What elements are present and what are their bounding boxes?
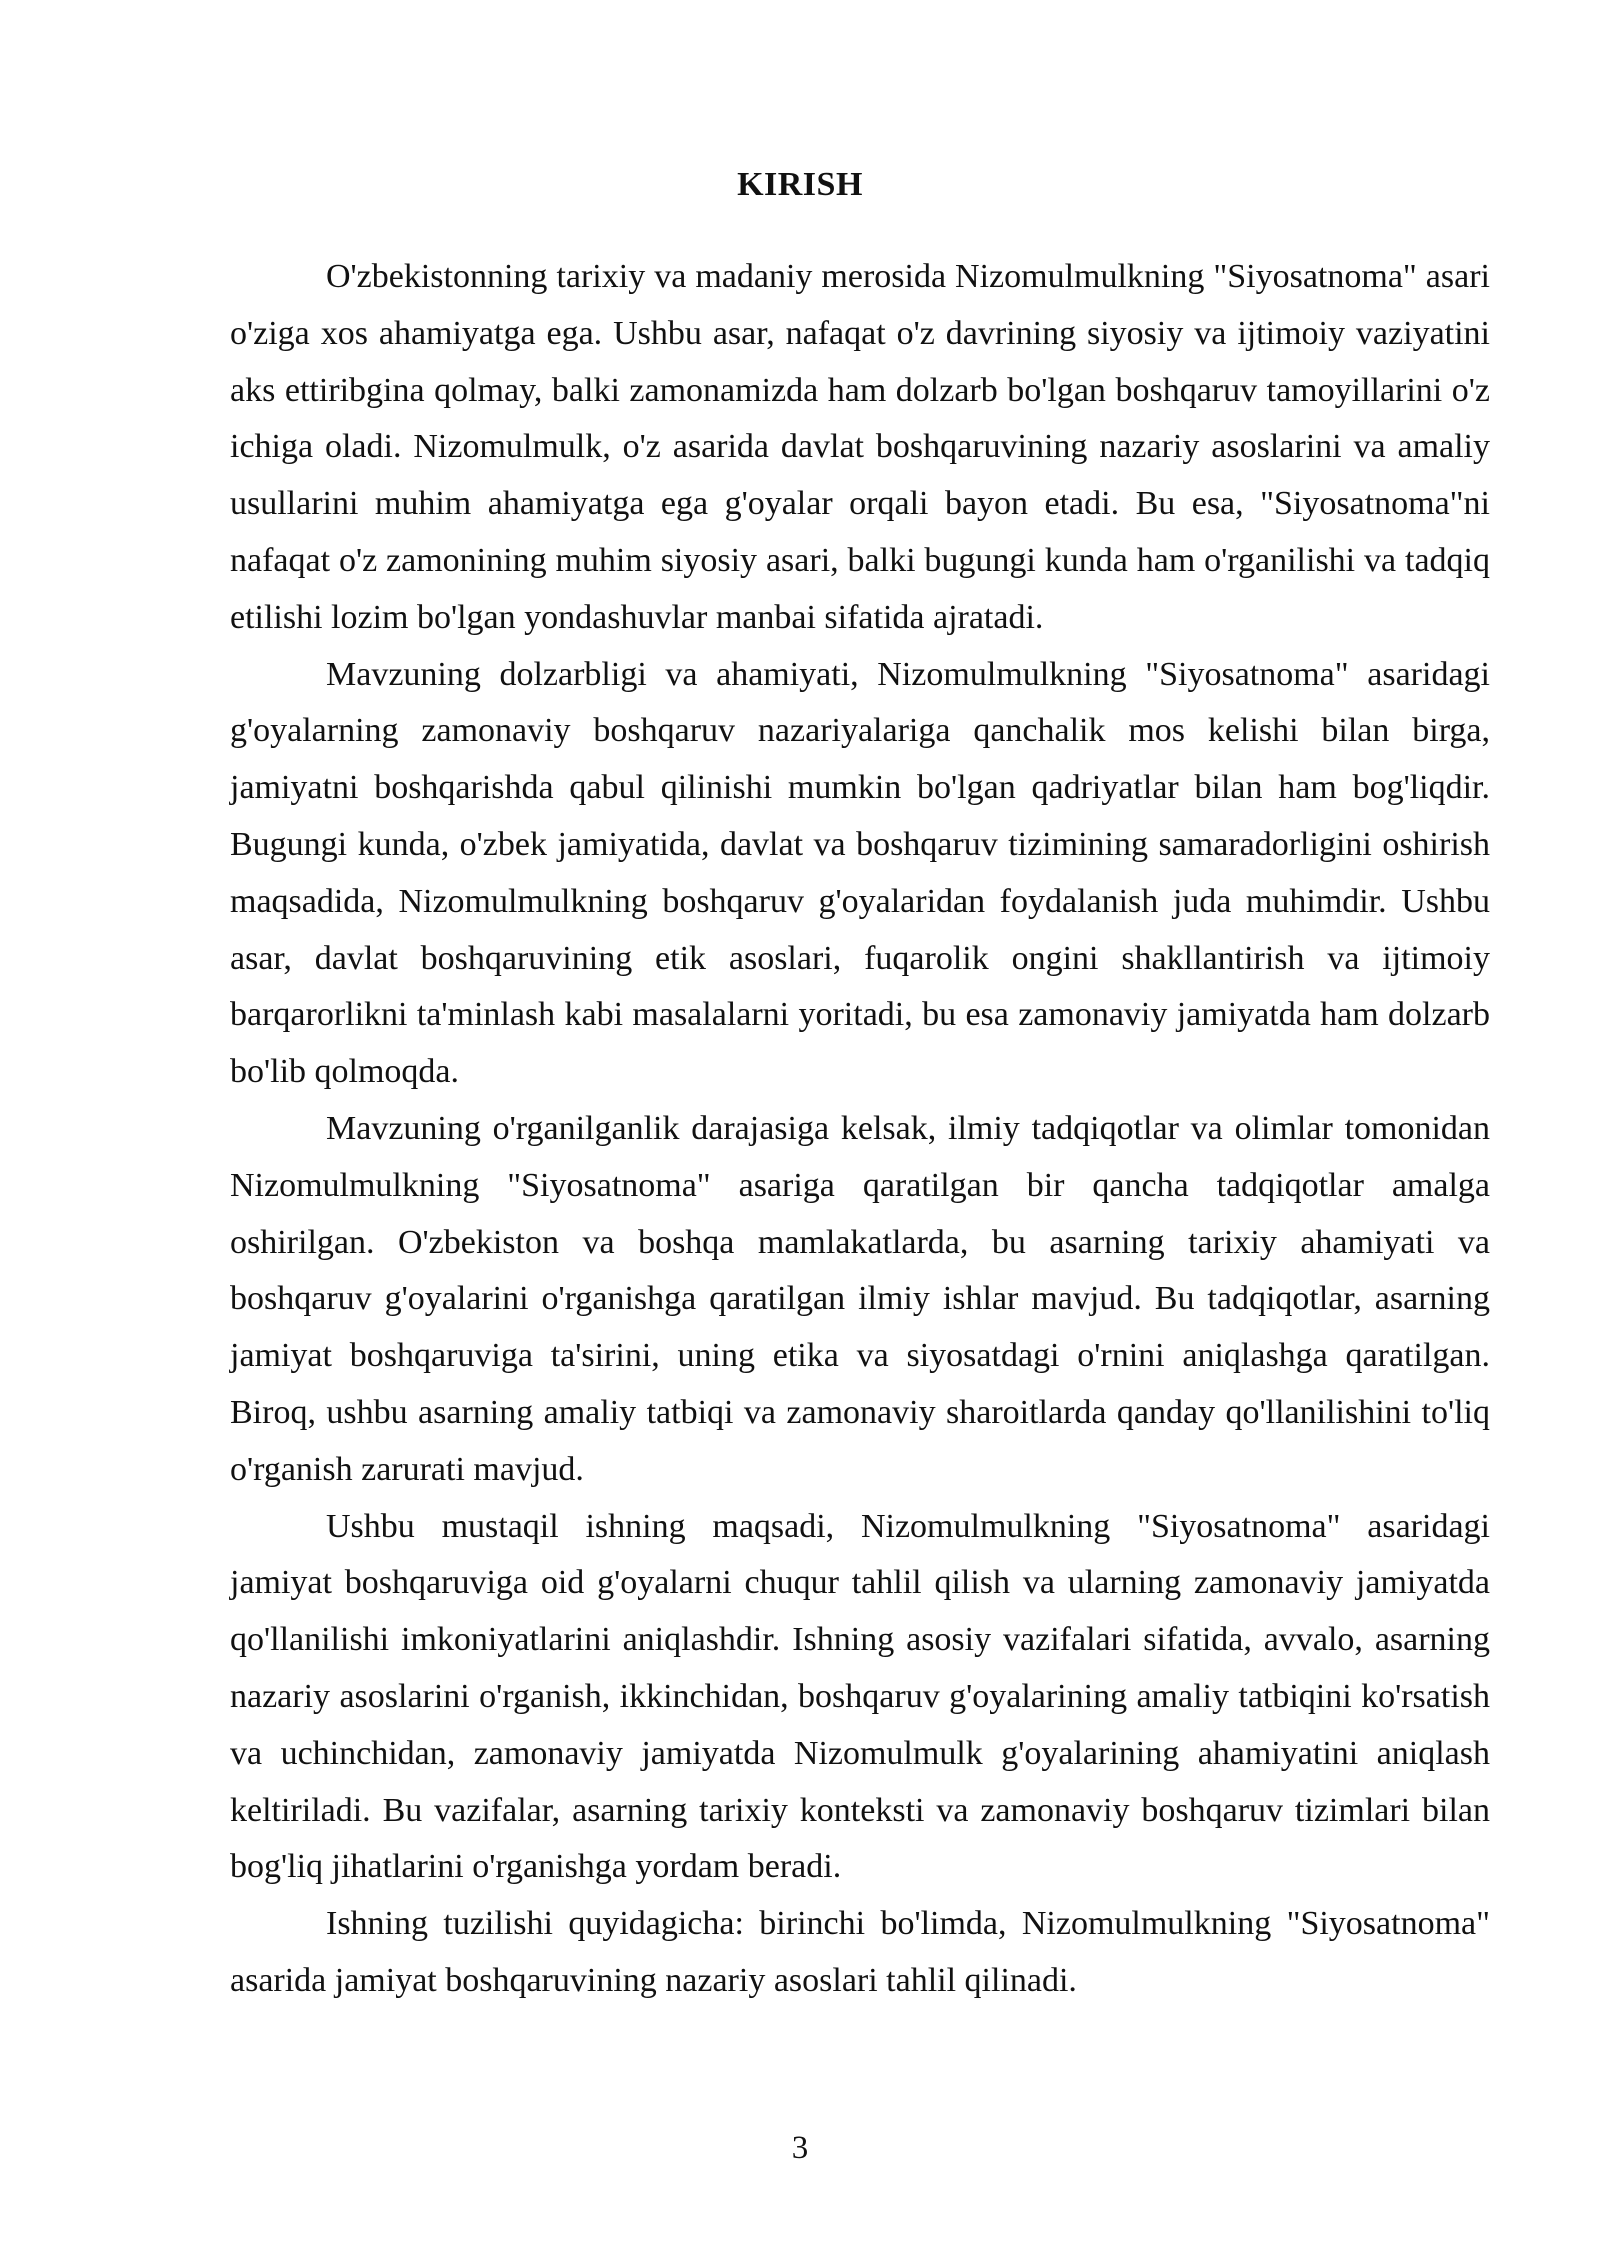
body-text [230,249,1490,2010]
paragraph-study-level: Mavzuning o'rganilganlik darajasiga kelsak, ilmiy tadqiqotlar va olimlar tomonidan Nizomulmulkning "Siyosatnoma" asariga qaratilgan bir qancha tadqiqotlar amalga oshirilgan. O'zbekiston va boshqa mamlakatlarda, bu asarning tarixiy ahamiyati va boshqaruv g'oyalarini o'rganishga qaratilgan ilmiy ishlar mavjud. Bu tadqiqotlar, asarning jamiyat boshqaruviga ta'sirini, uning etika va siyosatdagi o'rnini aniqlashga qaratilgan. Biroq, ushbu asarning amaliy tatbiqi va zamonaviy sharoitlarda qanday qo'llanilishini to'liq o'rganish zarurati mavjud. [230,1109,1490,1488]
page-number: 3 [791,2130,809,2166]
paragraph-relevance: Mavzuning dolzarbligi va ahamiyati, Nizomulmulkning "Siyosatnoma" asaridagi g'oyalarning zamonaviy boshqaruv nazariyalariga qanchalik mos kelishi bilan birga, jamiyatni boshqarishda qabul qilinishi mumkin bo'lgan qadriyatlar bilan ham bog'liqdir. Bugungi kunda, o'zbek jamiyatida, davlat va boshqaruv tizimining samaradorligini oshirish maqsadida, Nizomulmulkning boshqaruv g'oyalaridan foydalanish juda muhimdir. Ushbu asar, davlat boshqaruvining etik asoslari, fuqarolik ongini shakllantirish va ijtimoiy barqarorlikni ta'minlash kabi masalalarni yoritadi, bu esa zamonaviy jamiyatda ham dolzarb bo'lib qolmoqda. [230,655,1490,1091]
paragraph-structure: Ishning tuzilishi quyidagicha: birinchi bo'limda, Nizomulmulkning "Siyosatnoma" asarida jamiyat boshqaruvining nazariy asoslari tahlil qilinadi. [230,1905,1490,1999]
paragraph-goal: Ushbu mustaqil ishning maqsadi, Nizomulmulkning "Siyosatnoma" asaridagi jamiyat boshqaruviga oid g'oyalarni chuqur tahlil qilish va ularning zamonaviy jamiyatda qo'llanilishi imkoniyatlarini aniqlashdir. Ishning asosiy vazifalari sifatida, avvalo, asarning nazariy asoslarini o'rganish, ikkinchidan, boshqaruv g'oyalarining amaliy tatbiqini ko'rsatish va uchinchidan, zamonaviy jamiyatda Nizomulmulk g'oyalarining ahamiyatini aniqlash keltiriladi. Bu vazifalar, asarning tarixiy konteksti va zamonaviy boshqaruv tizimlari bilan bog'liq jihatlarini o'rganishga yordam beradi. [230,1507,1490,1886]
page-title: KIRISH [737,166,863,203]
paragraph-intro: O'zbekistonning tarixiy va madaniy merosida Nizomulmulkning "Siyosatnoma" asari o'ziga xos ahamiyatga ega. Ushbu asar, nafaqat o'z davrining siyosiy va ijtimoiy vaziyatini aks ettiribgina qolmay, balki zamonamizda ham dolzarb bo'lgan boshqaruv tamoyillarini o'z ichiga oladi. Nizomulmulk, o'z asarida davlat boshqaruvining nazariy asoslarini va amaliy usullarini muhim ahamiyatga ega g'oyalar orqali bayon etadi. Bu esa, "Siyosatnoma"ni nafaqat o'z zamonining muhim siyosiy asari, balki bugungi kunda ham o'rganilishi va tadqiq etilishi lozim bo'lgan yondashuvlar manbai sifatida ajratadi. [230,258,1490,636]
